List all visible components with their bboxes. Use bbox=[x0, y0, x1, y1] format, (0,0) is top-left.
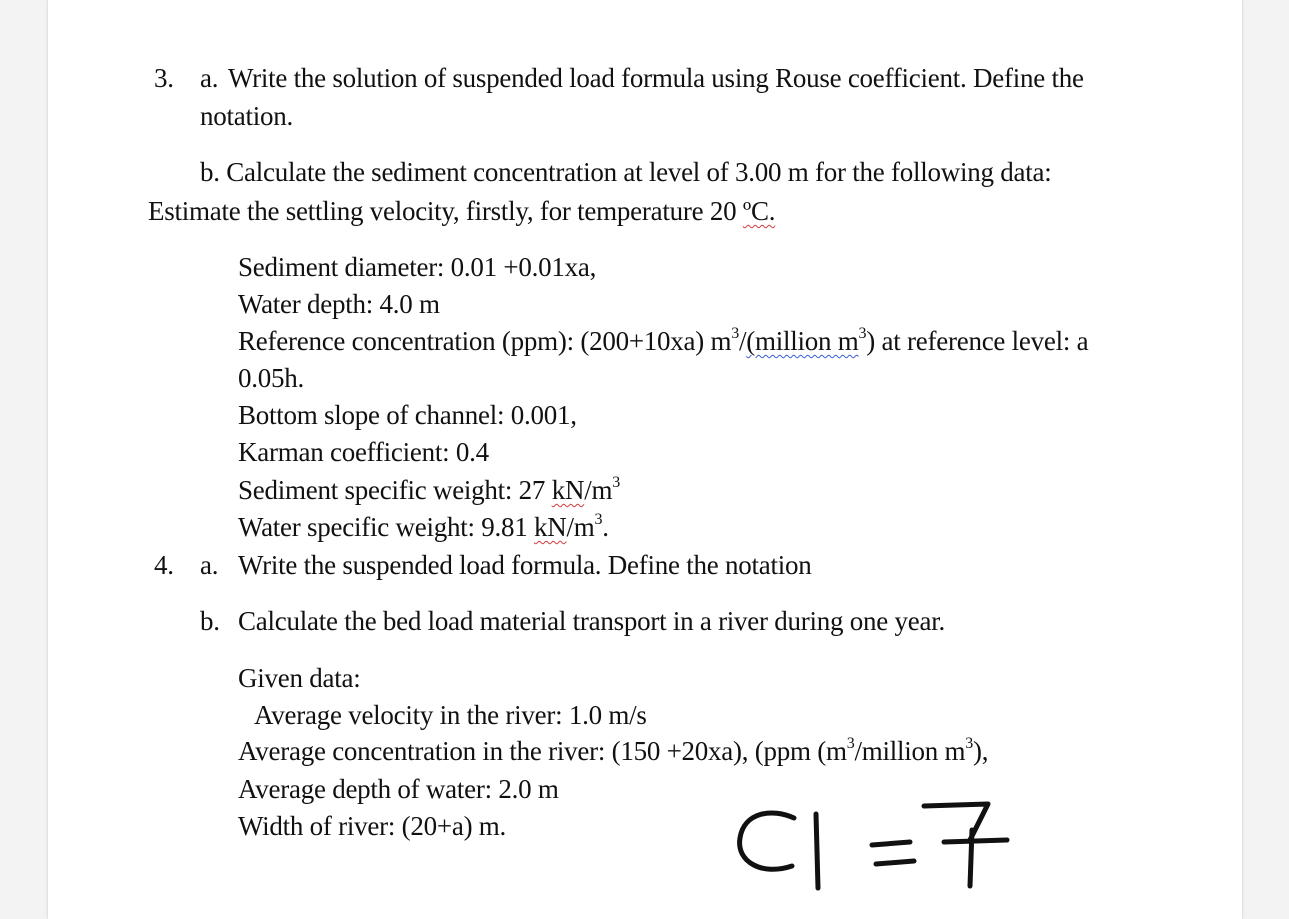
q3-karman-coefficient: Karman coefficient: 0.4 bbox=[238, 437, 489, 467]
q3-bottom-slope: Bottom slope of channel: 0.001, bbox=[238, 400, 577, 430]
q3-b-text-line2-body: Estimate the settling velocity, firstly, for temperature 20 bbox=[148, 196, 743, 226]
sed-weight-post: /m bbox=[584, 475, 613, 505]
q4-average-concentration bbox=[238, 733, 988, 769]
q4-a-label: a. bbox=[200, 550, 219, 580]
handwritten-equals-sign bbox=[872, 842, 914, 864]
q4-river-width: Width of river: (20+a) m. bbox=[238, 811, 507, 841]
q3-reference-concentration bbox=[238, 323, 1088, 359]
ref-conc-text-1: Reference concentration (ppm): (200+10xa) m bbox=[238, 326, 732, 356]
q3-line-b bbox=[200, 154, 1051, 190]
q3-b-unit: ºC. bbox=[742, 196, 776, 226]
avg-conc-text-3: ), bbox=[973, 736, 989, 766]
q3-b-text: Calculate the sediment concentration at level of 3.00 m for the following data: bbox=[226, 157, 1052, 187]
sed-weight-text: Sediment specific weight: 27 bbox=[238, 475, 552, 505]
ref-conc-sup-1: 3 bbox=[731, 325, 740, 342]
document-page bbox=[48, 0, 1242, 919]
q3-a-text-line2: notation. bbox=[200, 101, 293, 131]
water-weight-sup: 3 bbox=[594, 511, 603, 528]
q4-given-label: Given data: bbox=[238, 663, 361, 693]
q3-b-text-line2 bbox=[148, 193, 775, 229]
water-weight-unit: kN bbox=[533, 512, 567, 542]
sed-weight-unit: kN bbox=[551, 475, 585, 505]
handwritten-note bbox=[732, 800, 1022, 900]
avg-conc-text-1: Average concentration in the river: (150 +20xa), (ppm (m bbox=[238, 736, 847, 766]
q3-a-text: Write the solution of suspended load formula using Rouse coefficient. Define the bbox=[228, 63, 1084, 93]
q4-number: 4. bbox=[154, 550, 174, 580]
q4-a-text: Write the suspended load formula. Define the notation bbox=[238, 550, 812, 580]
q3-water-depth: Water depth: 4.0 m bbox=[238, 289, 440, 319]
q3-sediment-diameter: Sediment diameter: 0.01 +0.01xa, bbox=[238, 252, 597, 282]
q3-water-specific-weight bbox=[238, 509, 609, 545]
sed-weight-sup: 3 bbox=[612, 474, 620, 491]
ref-conc-text-2: (million m bbox=[746, 326, 859, 356]
q4-average-depth: Average depth of water: 2.0 m bbox=[238, 774, 559, 804]
q3-b-label: b. bbox=[200, 157, 220, 187]
ref-conc-sup-2: 3 bbox=[858, 325, 867, 342]
q3-number: 3. bbox=[154, 63, 174, 93]
ref-conc-slash: / bbox=[739, 326, 747, 356]
avg-conc-text-2: /million m bbox=[854, 736, 966, 766]
q4-average-velocity: Average velocity in the river: 1.0 m/s bbox=[254, 700, 647, 730]
q3-sediment-specific-weight bbox=[238, 472, 620, 508]
water-weight-post: /m bbox=[566, 512, 595, 542]
handwritten-a-letter bbox=[740, 813, 818, 888]
avg-conc-sup-2: 3 bbox=[965, 735, 974, 752]
handwritten-seven bbox=[924, 804, 1007, 886]
water-weight-end: . bbox=[602, 512, 609, 542]
q3-a-label: a. bbox=[200, 63, 219, 93]
q3-reference-level: 0.05h. bbox=[238, 363, 304, 393]
water-weight-text: Water specific weight: 9.81 bbox=[238, 512, 534, 542]
ref-conc-text-3: ) at reference level: a bbox=[866, 326, 1089, 356]
q4-b-label: b. bbox=[200, 606, 220, 636]
avg-conc-sup-1: 3 bbox=[846, 735, 855, 752]
q4-b-text: Calculate the bed load material transport in a river during one year. bbox=[238, 606, 945, 636]
